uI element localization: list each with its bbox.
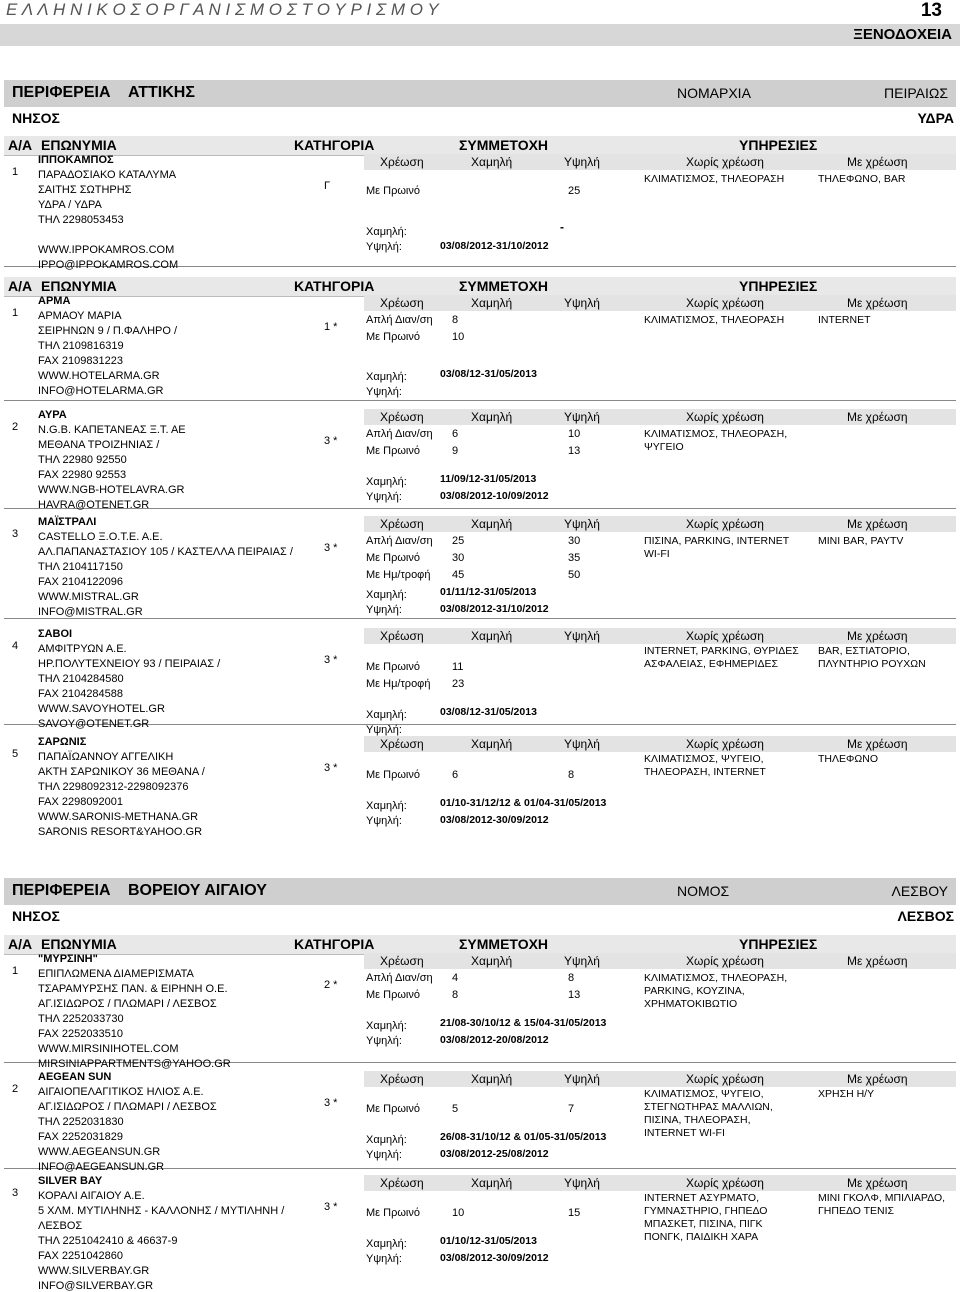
hotel-info-line: N.G.B. ΚΑΠΕΤΑΝΕΑΣ Ξ.Τ. ΑΕ: [38, 424, 186, 436]
hotel-info-line: WWW.AEGEANSUN.GR: [38, 1146, 161, 1158]
low-price: 11: [452, 661, 464, 673]
high-season-label: Υψηλή:: [366, 1149, 402, 1161]
high-price: 13: [568, 989, 581, 1001]
hotel-info-line: WWW.SARONIS-METHANA.GR: [38, 811, 199, 823]
low-price: 5: [452, 1103, 459, 1115]
col-services: ΥΠΗΡΕΣΙΕΣ: [739, 137, 818, 153]
high-price: 25: [568, 185, 581, 197]
low-price: 25: [452, 535, 465, 547]
hotel-info-line: ΑΓ.ΙΣΙΔΩΡΟΣ / ΠΛΩΜΑΡΙ / ΛΕΣΒΟΣ: [38, 998, 217, 1010]
high-season-label: Υψηλή:: [366, 491, 402, 503]
header-low: Χαμηλή: [471, 1176, 513, 1190]
hotel-info-line: ΤΗΛ 2251042410 & 46637-9: [38, 1235, 178, 1247]
rate-type: Με Πρωινό: [366, 1207, 420, 1219]
hotel-info-line: ΑΛ.ΠΑΠΑΝΑΣΤΑΣΙΟΥ 105 / ΚΑΣΤΕΛΛΑ ΠΕΙΡΑΙΑΣ /: [38, 546, 293, 558]
hotel-category: 3 *: [324, 1201, 338, 1213]
free-service: PARKING, ΚΟΥΖΙΝΑ,: [644, 985, 745, 997]
high-price: 7: [568, 1103, 575, 1115]
hotel-name: SILVER BAY: [38, 1175, 103, 1187]
hotel-info-line: ΑΡΜΑΟΥ ΜΑΡΙΑ: [38, 310, 122, 322]
free-service: ΚΛΙΜΑΤΙΣΜΟΣ, ΨΥΓΕΙΟ,: [644, 1088, 764, 1100]
low-season-dates: 03/08/12-31/05/2013: [440, 368, 537, 380]
header-charge: Χρέωση: [380, 954, 424, 968]
hotel-info-line: ΠΑΡΑΔΟΣΙΑΚΟ ΚΑΤΑΛΥΜΑ: [38, 169, 177, 181]
high-season-dates: 03/08/2012-30/09/2012: [440, 1252, 549, 1264]
hotel-name: ΣΑΒΟΙ: [38, 628, 73, 640]
header-low: Χαμηλή: [471, 155, 513, 169]
hotel-info-line: SARONIS RESORT&YAHOO.GR: [38, 826, 203, 838]
hotel-category: 3 *: [324, 1097, 338, 1109]
high-season-label: Υψηλή:: [366, 815, 402, 827]
hotel-info-line: ΤΗΛ 22980 92550: [38, 454, 127, 466]
hotel-category: Γ: [324, 180, 331, 192]
island-name: ΥΔΡΑ: [917, 110, 954, 126]
low-season-dates: 03/08/12-31/05/2013: [440, 706, 537, 718]
low-season-label: Χαμηλή:: [366, 1020, 407, 1032]
high-price: 8: [568, 769, 575, 781]
header-high: Υψηλή: [564, 517, 600, 531]
header-low: Χαμηλή: [471, 954, 513, 968]
hotel-info-line: WWW.MIRSINIHOTEL.COM: [38, 1043, 179, 1055]
island-name: ΛΕΣΒΟΣ: [897, 908, 954, 924]
hotel-info-line: ΠΑΠΑΪΩΑΝΝΟΥ ΑΓΓΕΛΙΚΗ: [38, 751, 174, 763]
hotel-category: 3 *: [324, 542, 338, 554]
hotel-name: AEGEAN SUN: [38, 1071, 112, 1083]
hotel-info-line: FAX 2104284588: [38, 688, 124, 700]
header-low: Χαμηλή: [471, 629, 513, 643]
paid-service: ΜΙΝΙ ΓΚΟΛΦ, ΜΠΙΛΙΑΡΔΟ,: [818, 1192, 946, 1204]
hotel-name: ΜΑΪΣΤΡΑΛΙ: [38, 516, 97, 528]
paid-service: ΠΛΥΝΤΗΡΙΟ ΡΟΥΧΩΝ: [818, 658, 926, 670]
hotel-info-line: FAX 2252031829: [38, 1131, 124, 1143]
high-price: 35: [568, 552, 581, 564]
header-free: Χωρίς χρέωση: [686, 737, 764, 751]
low-season-dates: -: [560, 220, 564, 234]
paid-service: ΤΗΛΕΦΩΝΟ, BAR: [818, 173, 906, 185]
header-free: Χωρίς χρέωση: [686, 155, 764, 169]
rate-type: Με Πρωινό: [366, 185, 420, 197]
high-price: 13: [568, 445, 581, 457]
hotel-category: 1 *: [324, 321, 338, 333]
hotel-info-line: ΣΑΙΤΗΣ ΣΩΤΗΡΗΣ: [38, 184, 132, 196]
region-label: ΠΕΡΙΦΕΡΕΙΑ: [12, 882, 111, 899]
paid-service: ΓΗΠΕΔΟ ΤΕΝΙΣ: [818, 1205, 895, 1217]
hotel-name: ΙΠΠΟΚΑΜΠΟΣ: [38, 154, 114, 166]
rate-type: Με Πρωινό: [366, 989, 420, 1001]
low-price: 30: [452, 552, 465, 564]
header-low: Χαμηλή: [471, 517, 513, 531]
rate-type: Απλή Διαν/ση: [366, 428, 433, 440]
header-charge: Χρέωση: [380, 1072, 424, 1086]
low-season-dates: 11/09/12-31/05/2013: [440, 473, 537, 485]
rate-type: Με Πρωινό: [366, 552, 420, 564]
free-service: ΧΡΗΜΑΤΟΚΙΒΩΤΙΟ: [644, 998, 738, 1010]
prefecture-label: ΝΟΜΑΡΧΙΑ: [677, 85, 751, 101]
header-paid: Με χρέωση: [847, 1176, 908, 1190]
free-service: ΜΠΑΣΚΕΤ, ΠΙΣΙΝΑ, ΠΙΓΚ: [644, 1218, 763, 1230]
free-service: ΓΥΜΝΑΣΤΗΡΙΟ, ΓΗΠΕΔΟ: [644, 1205, 768, 1217]
hotel-info-line: SAVOY@OTENET.GR: [38, 718, 150, 730]
header-charge: Χρέωση: [380, 517, 424, 531]
low-season-label: Χαμηλή:: [366, 1238, 407, 1250]
low-price: 6: [452, 769, 459, 781]
hotel-info-line: ΜΕΘΑΝΑ ΤΡΟΙΖΗΝΙΑΣ /: [38, 439, 160, 451]
header-paid: Με χρέωση: [847, 296, 908, 310]
high-season-label: Υψηλή:: [366, 1253, 402, 1265]
col-aa: Α/Α: [8, 936, 33, 952]
header-high: Υψηλή: [564, 155, 600, 169]
low-price: 9: [452, 445, 459, 457]
hotel-category: 2 *: [324, 979, 338, 991]
low-season-label: Χαμηλή:: [366, 800, 407, 812]
header-paid: Με χρέωση: [847, 629, 908, 643]
header-free: Χωρίς χρέωση: [686, 410, 764, 424]
hotel-info-line: ΚΟΡΑΛΙ ΑΙΓΑΙΟΥ Α.Ε.: [38, 1190, 145, 1202]
col-name: ΕΠΩΝΥΜΙΑ: [41, 278, 117, 294]
entry-number: 2: [12, 1083, 19, 1095]
header-paid: Με χρέωση: [847, 517, 908, 531]
island-label: ΝΗΣΟΣ: [12, 908, 60, 924]
header-low: Χαμηλή: [471, 410, 513, 424]
header-charge: Χρέωση: [380, 629, 424, 643]
rate-type: Απλή Διαν/ση: [366, 972, 433, 984]
island-label: ΝΗΣΟΣ: [12, 110, 60, 126]
col-category: ΚΑΤΗΓΟΡΙΑ: [294, 137, 375, 153]
header-high: Υψηλή: [564, 954, 600, 968]
hotel-info-line: ΤΗΛ 2104284580: [38, 673, 124, 685]
pricing-header: [364, 1071, 956, 1087]
rate-type: Με Πρωινό: [366, 769, 420, 781]
hotel-info-line: ΤΗΛ 2298092312-2298092376: [38, 781, 189, 793]
free-service: ΚΛΙΜΑΤΙΣΜΟΣ, ΤΗΛΕΟΡΑΣΗ,: [644, 428, 788, 440]
free-service: INTERNET ΑΣΥΡΜΑΤΟ,: [644, 1192, 760, 1204]
hotel-info-line: ΑΙΓΑΙΟΠΕΛΑΓΙΤΙΚΟΣ ΗΛΙΟΣ Α.Ε.: [38, 1086, 204, 1098]
header-paid: Με χρέωση: [847, 410, 908, 424]
header-high: Υψηλή: [564, 1072, 600, 1086]
hotel-info-line: INFO@SILVERBAY.GR: [38, 1280, 154, 1292]
hotel-info-line: ΤΣΑΡΑΜΥΡΣΗΣ ΠΑΝ. & ΕΙΡΗΝΗ Ο.Ε.: [38, 983, 228, 995]
column-header-row: [4, 277, 956, 297]
hotel-info-line: ΛΕΣΒΟΣ: [38, 1220, 83, 1232]
hotel-info-line: WWW.MISTRAL.GR: [38, 591, 139, 603]
free-service: ΚΛΙΜΑΤΙΣΜΟΣ, ΨΥΓΕΙΟ,: [644, 753, 764, 765]
low-price: 8: [452, 314, 459, 326]
organization-title: Ε Λ Λ Η Ν Ι Κ Ο Σ Ο Ρ Γ Α Ν Ι Σ Μ Ο Σ Τ Ο Υ Ρ Ι Σ Μ Ο Υ: [6, 0, 439, 19]
free-service: ΚΛΙΜΑΤΙΣΜΟΣ, ΤΗΛΕΟΡΑΣΗ: [644, 173, 785, 185]
hotel-info-line: ΤΗΛ 2109816319: [38, 340, 124, 352]
pricing-header: [364, 516, 956, 532]
hotel-name: ΑΡΜΑ: [38, 295, 71, 307]
rate-type: Με Πρωινό: [366, 661, 420, 673]
low-season-label: Χαμηλή:: [366, 371, 407, 383]
hotel-category: 3 *: [324, 762, 338, 774]
header-high: Υψηλή: [564, 737, 600, 751]
col-name: ΕΠΩΝΥΜΙΑ: [41, 936, 117, 952]
hotel-info-line: IPPO@IPPOKAMROS.COM: [38, 259, 179, 271]
low-price: 45: [452, 569, 465, 581]
header-free: Χωρίς χρέωση: [686, 629, 764, 643]
low-season-dates: 21/08-30/10/12 & 15/04-31/05/2013: [440, 1017, 607, 1029]
paid-service: ΤΗΛΕΦΩΝΟ: [818, 753, 878, 765]
low-season-label: Χαμηλή:: [366, 1134, 407, 1146]
hotel-info-line: FAX 2104122096: [38, 576, 124, 588]
low-season-dates: 26/08-31/10/12 & 01/05-31/05/2013: [440, 1131, 607, 1143]
low-price: 10: [452, 1207, 465, 1219]
high-price: 8: [568, 972, 575, 984]
header-free: Χωρίς χρέωση: [686, 1072, 764, 1086]
hotel-info-line: ΤΗΛ 2104117150: [38, 561, 123, 573]
hotel-info-line: CASTELLO Ξ.Ο.Τ.Ε. Α.Ε.: [38, 531, 163, 543]
header-charge: Χρέωση: [380, 296, 424, 310]
low-season-dates: 01/10-31/12/12 & 01/04-31/05/2013: [440, 797, 607, 809]
low-season-dates: 01/10/12-31/05/2013: [440, 1235, 537, 1247]
pricing-header: [364, 1175, 956, 1191]
free-service: ΠΟΝΓΚ, ΠΑΙΔΙΚΗ ΧΑΡΑ: [644, 1231, 759, 1243]
category-title: ΞΕΝΟΔΟΧΕΙΑ: [853, 26, 952, 43]
header-high: Υψηλή: [564, 296, 600, 310]
header-low: Χαμηλή: [471, 1072, 513, 1086]
hotel-category: 3 *: [324, 654, 338, 666]
entry-number: 1: [12, 307, 19, 319]
header-free: Χωρίς χρέωση: [686, 1176, 764, 1190]
header-paid: Με χρέωση: [847, 155, 908, 169]
column-header-row: [4, 935, 956, 955]
hotel-info-line: FAX 2109831223: [38, 355, 124, 367]
header-charge: Χρέωση: [380, 737, 424, 751]
entry-number: 3: [12, 528, 19, 540]
hotel-info-line: ΤΗΛ 2252033730: [38, 1013, 124, 1025]
hotel-name: ΣΑΡΩΝΙΣ: [38, 736, 87, 748]
col-services: ΥΠΗΡΕΣΙΕΣ: [739, 936, 818, 952]
low-price: 10: [452, 331, 465, 343]
free-service: WI-FI: [644, 548, 670, 560]
header-low: Χαμηλή: [471, 296, 513, 310]
prefecture-label: ΝΟΜΟΣ: [677, 883, 730, 899]
hotel-info-line: ΣΕΙΡΗΝΩΝ 9 / Π.ΦΑΛΗΡΟ /: [38, 325, 178, 337]
prefecture-name: ΛΕΣΒΟΥ: [891, 883, 948, 899]
category-band: [0, 24, 960, 46]
low-price: 4: [452, 972, 459, 984]
high-season-label: Υψηλή:: [366, 386, 402, 398]
high-season-dates: 03/08/2012-20/08/2012: [440, 1034, 549, 1046]
high-season-dates: 03/08/2012-30/09/2012: [440, 814, 549, 826]
rate-type: Απλή Διαν/ση: [366, 535, 433, 547]
header-charge: Χρέωση: [380, 1176, 424, 1190]
low-price: 8: [452, 989, 459, 1001]
free-service: INTERNET, PARKING, ΘΥΡΙΔΕΣ: [644, 645, 799, 657]
row-divider: [4, 618, 956, 619]
pricing-header: [364, 628, 956, 644]
header-charge: Χρέωση: [380, 155, 424, 169]
header-low: Χαμηλή: [471, 737, 513, 751]
entry-number: 3: [12, 1187, 19, 1199]
low-season-label: Χαμηλή:: [366, 589, 407, 601]
hotel-info-line: ΑΜΦΙΤΡΥΩΝ Α.Ε.: [38, 643, 127, 655]
header-free: Χωρίς χρέωση: [686, 954, 764, 968]
col-name: ΕΠΩΝΥΜΙΑ: [41, 137, 117, 153]
header-high: Υψηλή: [564, 410, 600, 424]
low-season-label: Χαμηλή:: [366, 709, 407, 721]
row-divider: [4, 400, 956, 401]
hotel-info-line: ΑΚΤΗ ΣΑΡΩΝΙΚΟΥ 36 ΜΕΘΑΝΑ /: [38, 766, 205, 778]
entry-number: 1: [12, 166, 19, 178]
hotel-info-line: HAVRA@OTENET.GR: [38, 499, 150, 511]
rate-type: Με Πρωινό: [366, 1103, 420, 1115]
hotel-category: 3 *: [324, 435, 338, 447]
hotel-info-line: 5 ΧΛΜ. ΜΥΤΙΛΗΝΗΣ - ΚΑΛΛΟΝΗΣ / ΜΥΤΙΛΗΝΗ /: [38, 1205, 285, 1217]
high-price: 50: [568, 569, 581, 581]
hotel-info-line: WWW.SILVERBAY.GR: [38, 1265, 150, 1277]
entry-number: 1: [12, 965, 19, 977]
col-aa: Α/Α: [8, 137, 33, 153]
header-paid: Με χρέωση: [847, 737, 908, 751]
entry-number: 4: [12, 640, 19, 652]
hotel-info-line: FAX 22980 92553: [38, 469, 127, 481]
hotel-info-line: ΑΓ.ΙΣΙΔΩΡΟΣ / ΠΛΩΜΑΡΙ / ΛΕΣΒΟΣ: [38, 1101, 217, 1113]
hotel-info-line: WWW.HOTELARMA.GR: [38, 370, 160, 382]
header-charge: Χρέωση: [380, 410, 424, 424]
region-label: ΠΕΡΙΦΕΡΕΙΑ: [12, 84, 111, 101]
paid-service: BAR, ΕΣΤΙΑΤΟΡΙΟ,: [818, 645, 910, 657]
col-services: ΥΠΗΡΕΣΙΕΣ: [739, 278, 818, 294]
high-season-dates: 03/08/2012-25/08/2012: [440, 1148, 549, 1160]
paid-service: INTERNET: [818, 314, 871, 326]
header-high: Υψηλή: [564, 1176, 600, 1190]
entry-number: 5: [12, 748, 19, 760]
pricing-header: [364, 295, 956, 311]
rate-type: Με Πρωινό: [366, 445, 420, 457]
col-participation: ΣΥΜΜΕΤΟΧΗ: [459, 137, 549, 153]
hotel-info-line: WWW.SAVOYHOTEL.GR: [38, 703, 165, 715]
rate-type: Με Πρωινό: [366, 331, 420, 343]
prefecture-name: ΠΕΙΡΑΙΩΣ: [884, 85, 948, 101]
hotel-info-line: INFO@HOTELARMA.GR: [38, 385, 164, 397]
col-aa: Α/Α: [8, 278, 33, 294]
hotel-info-line: ΤΗΛ 2252031830: [38, 1116, 124, 1128]
free-service: ΠΙΣΙΝΑ, PARKING, INTERNET: [644, 535, 790, 547]
col-participation: ΣΥΜΜΕΤΟΧΗ: [459, 278, 549, 294]
region-bar: [4, 80, 956, 107]
hotel-info-line: ΤΗΛ 2298053453: [38, 214, 124, 226]
high-season-dates: 03/08/2012-31/10/2012: [440, 603, 549, 615]
hotel-info-line: WWW.NGB-HOTELAVRA.GR: [38, 484, 185, 496]
rate-type: Απλή Διαν/ση: [366, 314, 433, 326]
region-name: ΒΟΡΕΙΟΥ ΑΙΓΑΙΟΥ: [128, 882, 267, 899]
hotel-info-line: ΗΡ.ΠΟΛΥΤΕΧΝΕΙΟΥ 93 / ΠΕΙΡΑΙΑΣ /: [38, 658, 221, 670]
free-service: ΚΛΙΜΑΤΙΣΜΟΣ, ΤΗΛΕΟΡΑΣΗ: [644, 314, 785, 326]
col-participation: ΣΥΜΜΕΤΟΧΗ: [459, 936, 549, 952]
hotel-info-line: ΥΔΡΑ / ΥΔΡΑ: [38, 199, 102, 211]
hotel-info-line: ΕΠΙΠΛΩΜΕΝΑ ΔΙΑΜΕΡΙΣΜΑΤΑ: [38, 968, 194, 980]
hotel-info-line: MIRSINIAPPARTMENTS@YAHOO.GR: [38, 1058, 231, 1070]
free-service: ΣΤΕΓΝΩΤΗΡΑΣ ΜΑΛΛΙΩΝ,: [644, 1101, 773, 1113]
high-price: 30: [568, 535, 581, 547]
low-season-label: Χαμηλή:: [366, 476, 407, 488]
region-name: ΑΤΤΙΚΗΣ: [128, 84, 195, 101]
paid-service: MINI BAR, PAYTV: [818, 535, 904, 547]
rate-type: Με Ημ/τροφή: [366, 678, 431, 690]
low-price: 6: [452, 428, 459, 440]
entry-number: 2: [12, 421, 19, 433]
free-service: ΤΗΛΕΟΡΑΣΗ, INTERNET: [644, 766, 766, 778]
free-service: ΚΛΙΜΑΤΙΣΜΟΣ, ΤΗΛΕΟΡΑΣΗ,: [644, 972, 788, 984]
pricing-header: [364, 409, 956, 425]
hotel-info-line: FAX 2252033510: [38, 1028, 124, 1040]
high-season-dates: 03/08/2012-31/10/2012: [440, 240, 549, 252]
header-free: Χωρίς χρέωση: [686, 296, 764, 310]
hotel-name: ΑΥΡΑ: [38, 409, 67, 421]
hotel-info-line: WWW.IPPOKAMROS.COM: [38, 244, 175, 256]
high-season-label: Υψηλή:: [366, 724, 402, 736]
high-season-label: Υψηλή:: [366, 1035, 402, 1047]
free-service: ΨΥΓΕΙΟ: [644, 441, 684, 453]
free-service: INTERNET WI-FI: [644, 1127, 725, 1139]
high-season-label: Υψηλή:: [366, 604, 402, 616]
page-number: 13: [920, 0, 942, 21]
col-category: ΚΑΤΗΓΟΡΙΑ: [294, 936, 375, 952]
col-category: ΚΑΤΗΓΟΡΙΑ: [294, 278, 375, 294]
header-high: Υψηλή: [564, 629, 600, 643]
pricing-header: [364, 953, 956, 969]
free-service: ΑΣΦΑΛΕΙΑΣ, ΕΦΗΜΕΡΙΔΕΣ: [644, 658, 778, 670]
high-price: 15: [568, 1207, 581, 1219]
hotel-name: "ΜΥΡΣΙΝΗ": [38, 953, 98, 965]
rate-type: Με Ημ/τροφή: [366, 569, 431, 581]
high-season-label: Υψηλή:: [366, 241, 402, 253]
header-paid: Με χρέωση: [847, 954, 908, 968]
hotel-info-line: INFO@AEGEANSUN.GR: [38, 1161, 165, 1173]
high-season-dates: 03/08/2012-10/09/2012: [440, 490, 549, 502]
high-price: 10: [568, 428, 581, 440]
hotel-info-line: FAX 2251042860: [38, 1250, 124, 1262]
region-bar: [4, 878, 956, 905]
low-season-dates: 01/11/12-31/05/2013: [440, 586, 537, 598]
pricing-header: [364, 736, 956, 752]
free-service: ΠΙΣΙΝΑ, ΤΗΛΕΟΡΑΣΗ,: [644, 1114, 751, 1126]
paid-service: ΧΡΗΣΗ Η/Υ: [818, 1088, 875, 1100]
low-season-label: Χαμηλή:: [366, 226, 407, 238]
header-paid: Με χρέωση: [847, 1072, 908, 1086]
hotel-info-line: INFO@MISTRAL.GR: [38, 606, 143, 618]
low-price: 23: [452, 678, 465, 690]
hotel-info-line: FAX 2298092001: [38, 796, 124, 808]
pricing-header: [364, 154, 956, 170]
header-free: Χωρίς χρέωση: [686, 517, 764, 531]
column-header-row: [4, 136, 956, 156]
